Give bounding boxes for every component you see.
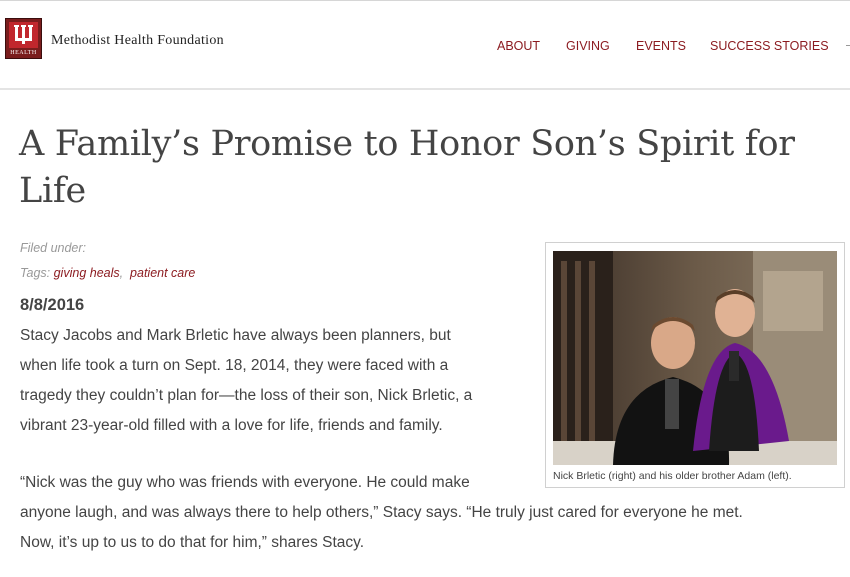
paragraph-line: vibrant 23-year-old filled with a love for life, friends and family. bbox=[20, 417, 443, 434]
tags-row: Tags: giving heals, patient care bbox=[20, 266, 196, 280]
article-date: 8/8/2016 bbox=[20, 296, 85, 314]
paragraph-line: “Nick was the guy who was friends with everyone. He could make bbox=[20, 474, 470, 491]
nav-about[interactable]: ABOUT bbox=[497, 39, 541, 53]
tag-patient-care[interactable]: patient care bbox=[130, 266, 196, 280]
paragraph-line: Stacy Jacobs and Mark Brletic have always been planners, but bbox=[20, 327, 451, 344]
figure-caption: Nick Brletic (right) and his older brother Adam (left). bbox=[553, 470, 792, 482]
main-nav bbox=[0, 39, 850, 55]
paragraph-line: tragedy they couldn’t plan for—the loss of their son, Nick Brletic, a bbox=[20, 387, 473, 404]
filed-under-label: Filed under: bbox=[20, 241, 87, 255]
article-figure bbox=[545, 242, 845, 488]
nav-events[interactable]: EVENTS bbox=[636, 39, 687, 53]
nav-giving[interactable]: GIVING bbox=[566, 39, 610, 53]
site-header bbox=[0, 0, 850, 90]
paragraph-line: Now, it’s up to us to do that for him,” shares Stacy. bbox=[20, 534, 365, 551]
paragraph-line: when life took a turn on Sept. 18, 2014, they were faced with a bbox=[20, 357, 449, 374]
paragraph-line: anyone laugh, and was always there to help others,” Stacy says. “He truly just cared for everyone he met. bbox=[20, 504, 743, 521]
paragraph-1 bbox=[20, 321, 472, 441]
tags-label: Tags: bbox=[20, 266, 51, 280]
logo-wordmark: HEALTH bbox=[10, 50, 37, 56]
nav-overflow-indicator bbox=[846, 45, 850, 46]
brothers-photo-illustration bbox=[553, 251, 837, 465]
nav-success-stories[interactable]: SUCCESS STORIES bbox=[710, 39, 829, 53]
article-photo bbox=[553, 251, 837, 465]
tag-giving-heals[interactable]: giving heals bbox=[53, 266, 120, 280]
article-title: A Family’s Promise to Honor Son’s Spirit for Life bbox=[19, 124, 795, 211]
brand-name[interactable]: Methodist Health Foundation bbox=[51, 33, 224, 48]
